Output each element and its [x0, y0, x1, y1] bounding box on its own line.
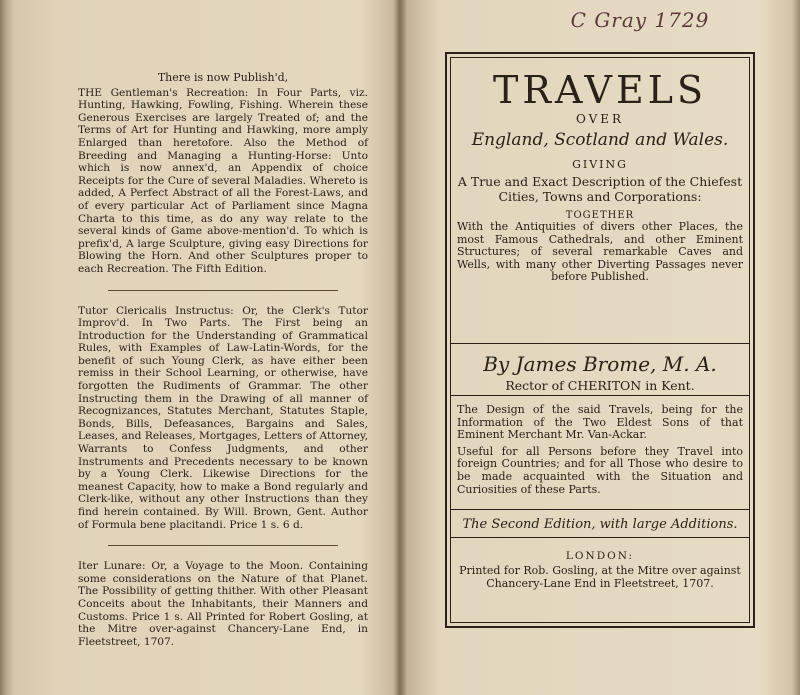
title-description: A True and Exact Description of the Chiefest Cities, Towns and Corporations:	[457, 174, 743, 204]
divider	[108, 290, 338, 291]
book-gutter	[393, 0, 407, 695]
handwritten-inscription: C Gray 1729	[570, 8, 710, 32]
ad-iter-lunare: Iter Lunare: Or, a Voyage to the Moon. Containing some considerations on the Nature of that Planet. The Possibility of getting thither. With other Pleasant Conceits about the Inhabitants, their Manners and Customs. Price 1 s. All Printed for Robert Gosling, at the Mitre over-against Chancery-Lane End, in Fleetstreet, 1707.	[78, 560, 368, 648]
title-giving: GIVING	[572, 158, 628, 171]
edition-section: The Second Edition, with large Additions.	[451, 512, 749, 538]
title-page-inner	[450, 57, 750, 623]
title-together: TOGETHER	[565, 210, 635, 221]
title-page-frame	[445, 52, 755, 628]
author-section	[451, 346, 749, 396]
ad-heading: There is now Publish'd,	[157, 71, 289, 84]
title-section	[451, 58, 749, 344]
ad-tutor-clericalis: Tutor Clericalis Instructus: Or, the Clerk's Tutor Improv'd. In Two Parts. The First being an Introduction for the Understanding of Grammatical Rules, with Examples of Law-Latin-Words, for the benefit of such Young Clerk, as have either been remiss in their School Learning, or otherwise, have forgotten the Rudiments of Grammar. The other Instructing them in the Drawing of all manner of Recognizances, Statutes Merchant, Statutes Staple, Bonds, Bills, Defeasances, Bargains and Sales, Leases, and Releases, Mortgages, Letters of Attorney, Warrants to Confess Judgments, and other Instruments and Precedents necessary to be known by a Young Clerk. Likewise Directions for the meanest Capacity, how to make a Bond regularly and Clerk-like, without any other Instructions than they find herein contained. By Will. Brown, Gent. Author of Formula bene placitandi. Price 1 s. 6 d.	[78, 304, 368, 531]
title-places: England, Scotland and Wales.	[471, 130, 729, 150]
imprint-text: Printed for Rob. Gosling, at the Mitre over against Chancery-Lane End in Fleetstreet, 1707.	[459, 564, 741, 590]
divider	[108, 545, 338, 546]
imprint-city: LONDON:	[565, 550, 635, 562]
title-antiquities: With the Antiquities of divers other Places, the most Famous Cathedrals, and other Eminent Structures; of several remarkable Caves and Wells, with many other Diverting Passages never before Published.	[457, 220, 743, 284]
author-title: Rector of CHERITON in Kent.	[505, 378, 695, 393]
ad-gentlemans-recreation: THE Gentleman's Recreation: In Four Parts, viz. Hunting, Hawking, Fowling, Fishing. Wherein these Generous Exercises are largely Treated of; and the Terms of Art for Hunting and Hawking, more amply Enlarged than heretofore. Also the Method of Breeding and Managing a Hunting-Horse: Unto which is now annex'd, an Appendix of choice Receipts for the Cure of several Maladies. Whereto is added, A Perfect Abstract of all the Forest-Laws, and of every particular Act of Parliament since Magna Charta to this time, as do any way relate to the several kinds of Game above-mention'd. To which is prefix'd, A large Sculpture, giving easy Directions for Blowing the Horn. And other Sculptures proper to each Recreation. The Fifth Edition.	[78, 86, 368, 275]
left-page	[78, 72, 368, 662]
design-text: The Design of the said Travels, being for the Information of the Two Eldest Sons of that Eminent Merchant Mr. Van-Ackar.	[457, 403, 743, 442]
author-name: By James Brome, M. A.	[483, 352, 717, 376]
imprint-section	[451, 540, 749, 626]
useful-text: Useful for all Persons before they Travel into foreign Countries; and for all Those who desire to be made acquainted with the Situation and Curiosities of these Parts.	[457, 444, 743, 496]
title-over: OVER	[575, 112, 625, 126]
book-title: TRAVELS	[493, 68, 707, 112]
design-section	[451, 398, 749, 510]
